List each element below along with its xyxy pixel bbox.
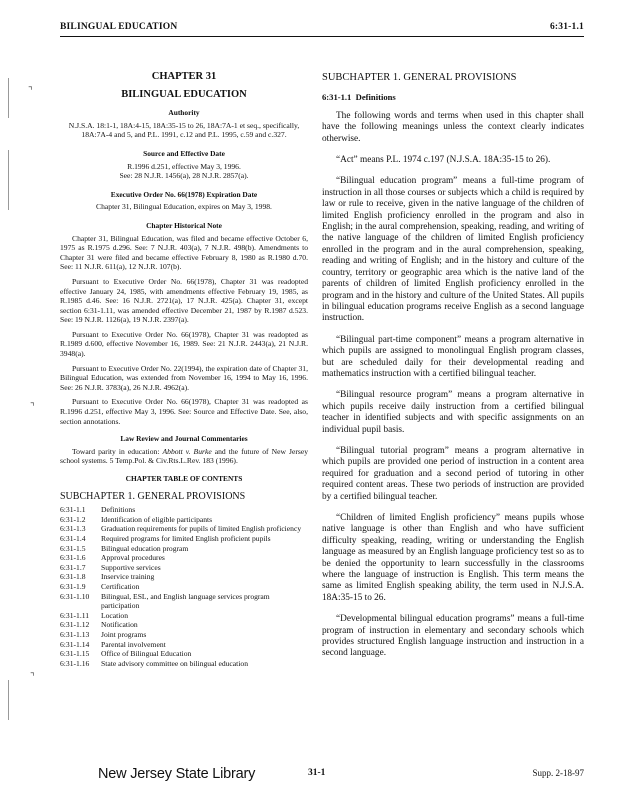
margin-scan-line	[8, 150, 9, 210]
definition-paragraph: “Children of limited English proficiency” means pupils whose native language is other than English and who have sufficient difficulty speaking, reading, writing or understanding the English language as measured by an English language proficiency test so as to be denied the opportunity to learn successfully in the classrooms where the language of instruction is English. This term means the same as limited English speaking ability, the term used in N.J.S.A. 18A:35-15 to 26.	[322, 513, 584, 603]
library-stamp: New Jersey State Library	[98, 766, 256, 782]
definition-paragraph: “Bilingual part-time component” means a program alternative in which pupils are assigned to monolingual English program classes, but are scheduled daily for their developmental reading and mathematics instruction with a certified bilingual teacher.	[322, 334, 584, 379]
toc-row	[60, 592, 308, 611]
toc-section-title: Identification of eligible participants	[101, 514, 213, 524]
toc-row	[60, 582, 308, 592]
toc-row	[60, 515, 308, 525]
history-paragraph: Pursuant to Executive Order No. 66(1978), Chapter 31 was readopted as R.1996 d.251, effective May 3, 1996. See: Source and Effective Date. See, also, section annotations.	[60, 397, 308, 426]
right-column	[322, 72, 584, 670]
toc-section-number: 6:31-1.3	[60, 524, 86, 534]
left-column	[60, 72, 308, 668]
supplement-date: Supp. 2-18-97	[532, 768, 584, 778]
toc-section-number: 6:31-1.9	[60, 581, 86, 591]
toc-row	[60, 534, 308, 544]
toc-section-number: 6:31-1.13	[60, 629, 90, 639]
exec-order-heading: Executive Order No. 66(1978) Expiration Date	[110, 189, 258, 199]
toc-section-title: Supportive services	[101, 562, 161, 572]
margin-mark-icon: ⌝	[30, 672, 35, 683]
header-title: BILINGUAL EDUCATION	[60, 22, 178, 32]
margin-mark-icon: ⌝	[28, 86, 33, 97]
page-number: 31-1	[308, 768, 326, 778]
history-heading: Chapter Historical Note	[146, 220, 222, 230]
section-number: 6:31-1.1	[322, 92, 352, 103]
chapter-name: BILINGUAL EDUCATION	[121, 88, 247, 100]
authority-heading: Authority	[168, 108, 200, 118]
toc-row	[60, 524, 308, 534]
history-paragraph: Pursuant to Executive Order No. 66(1978), Chapter 31 was readopted effective January 24, 1985, with amendments effective February 19, 1985, as R.1985 d.46. See: 16 N.J.R. 2721(a), 17 N.J.R. 425(a). Chapter 31, except section 6:31-1.11, was amended effective December 21, 1987 by R.1987 d.523. See: 19 N.J.R. 1126(a), 19 N.J.R. 2397(a).	[60, 276, 308, 325]
toc-section-number: 6:31-1.5	[60, 543, 86, 553]
law-review-text: Toward parity in education: Abbott v. Burke and the future of New Jersey school systems. 5 Temp.Pol. & Civ.Rts.L.Rev. 183 (1996).	[60, 446, 308, 466]
definition-paragraph: “Developmental bilingual education programs” means a full-time program of instruction in elementary and secondary schools which provides structured English language instruction and instruction in a second language.	[322, 614, 584, 659]
toc-row	[60, 563, 308, 573]
definition-paragraph: “Act” means P.L. 1974 c.197 (N.J.S.A. 18A:35-15 to 26).	[336, 155, 551, 166]
authority-text: N.J.S.A. 18:1-1, 18A:4-15, 18A:35-15 to 26, 18A:7A-1 et seq., specifically, 18A:7A-4 and 5, and P.L. 1991, c.12 and P.L. 1995, c.59 and c.327.	[68, 120, 300, 140]
definition-paragraph: The following words and terms when used in this chapter shall have the following meanings unless the context clearly indicates otherwise.	[322, 110, 584, 144]
toc-section-number: 6:31-1.1	[60, 505, 86, 515]
toc-row	[60, 553, 308, 563]
toc-section-title: Location	[101, 610, 128, 620]
case-name: Abbott v. Burke	[162, 446, 212, 456]
history-paragraph: Pursuant to Executive Order No. 22(1994), the expiration date of Chapter 31, Bilingual Education, was extended from November 16, 1994 to May 16, 1996. See: 26 N.J.R. 3783(a), 26 N.J.R. 4962(a).	[60, 363, 308, 392]
toc-section-title: Approval procedures	[101, 553, 165, 563]
toc-row	[60, 659, 308, 669]
toc-section-number: 6:31-1.15	[60, 649, 90, 659]
toc-section-title: Required programs for limited English proficient pupils	[101, 533, 271, 543]
toc-section-title: State advisory committee on bilingual education	[101, 658, 248, 668]
toc-section-number: 6:31-1.8	[60, 572, 86, 582]
toc-section-number: 6:31-1.11	[60, 610, 90, 620]
toc-section-title: Inservice training	[101, 572, 155, 582]
toc-row	[60, 572, 308, 582]
toc-section-number: 6:31-1.7	[60, 562, 86, 572]
law-review-heading: Law Review and Journal Commentaries	[120, 434, 248, 444]
definition-paragraph: “Bilingual tutorial program” means a program alternative in which pupils are provided one period of instruction in a content area required for graduation and a second period of tutoring in other required content areas. These two periods of instruction are provided by a certified bilingual teacher.	[322, 445, 584, 502]
source-line: See: 28 N.J.R. 1456(a), 28 N.J.R. 2857(a).	[119, 171, 249, 181]
toc-section-title: Certification	[101, 581, 140, 591]
toc-section-number: 6:31-1.2	[60, 514, 86, 524]
toc-section-title: Notification	[101, 620, 138, 630]
toc-section-number: 6:31-1.4	[60, 533, 86, 543]
margin-scan-line	[8, 78, 9, 118]
section-name: Definitions	[355, 92, 396, 103]
definition-paragraph: “Bilingual education program” means a full-time program of instruction in all those courses or subjects which a child is required by law or rule to receive, given in the native language of the children of limited English proficiency enrolled in the program and also in English; in the aural comprehension, speaking, reading, and writing of the native language of the children of limited English proficiency enrolled in the program and in the aural comprehension, speaking, reading and writing of English; and in the history and culture of the country, territory or geographic area which is the native land of the parents of children of limited English proficiency enrolled in the program and in the history and culture of the United States. All pupils in bilingual education programs receive English as a second language instruction.	[322, 176, 584, 324]
toc-row	[60, 544, 308, 554]
toc-section-number: 6:31-1.16	[60, 658, 90, 668]
toc-row	[60, 611, 308, 621]
section-heading	[322, 92, 584, 103]
toc-section-number: 6:31-1.12	[60, 620, 90, 630]
toc-subchapter: SUBCHAPTER 1. GENERAL PROVISIONS	[60, 490, 246, 502]
toc-row	[60, 649, 308, 659]
history-paragraph: Chapter 31, Bilingual Education, was filed and became effective October 6, 1975 as R.1975 d.296. See: 7 N.J.R. 403(a), 7 N.J.R. 498(b). Amendments to Chapter 31 were filed and became effective February 8, 1980 as R.1980 d.70. See: 11 N.J.R. 611(a), 12 N.J.R. 107(b).	[60, 233, 308, 272]
definition-paragraph: “Bilingual resource program” means a program alternative in which pupils receive daily instruction from a certified bilingual teacher in identified subjects and with specific assignments on an individual pupil basis.	[322, 390, 584, 435]
subchapter-heading: SUBCHAPTER 1. GENERAL PROVISIONS	[322, 72, 517, 83]
toc-section-title: Bilingual education program	[101, 543, 189, 553]
toc-section-number: 6:31-1.14	[60, 639, 90, 649]
margin-scan-line	[8, 680, 9, 720]
toc-section-title: Parental involvement	[101, 639, 166, 649]
toc-row	[60, 640, 308, 650]
toc-section-title: Graduation requirements for pupils of limited English proficiency	[101, 524, 302, 534]
toc-heading: CHAPTER TABLE OF CONTENTS	[125, 474, 243, 483]
toc-section-title: Joint programs	[101, 629, 147, 639]
header-section-number: 6:31-1.1	[549, 22, 584, 32]
toc-section-title: Bilingual, ESL, and English language services program participation	[101, 591, 270, 611]
toc-section-number: 6:31-1.10	[60, 591, 90, 601]
source-line: R.1996 d.251, effective May 3, 1996.	[127, 161, 241, 171]
source-heading: Source and Effective Date	[143, 148, 225, 158]
chapter-number: CHAPTER 31	[151, 71, 217, 82]
margin-mark-icon: ⌝	[30, 402, 35, 413]
toc-section-title: Office of Bilingual Education	[101, 649, 192, 659]
history-paragraph: Pursuant to Executive Order No. 66(1978), Chapter 31 was readopted as R.1989 d.600, effective November 16, 1989. See: 21 N.J.R. 2443(a), 21 N.J.R. 3948(a).	[60, 329, 308, 359]
header-rule	[60, 36, 584, 37]
toc-row	[60, 630, 308, 640]
toc-section-title: Definitions	[101, 505, 136, 515]
toc-row	[60, 505, 308, 515]
exec-order-text: Chapter 31, Bilingual Education, expires on May 3, 1998.	[96, 202, 272, 212]
toc-row	[60, 620, 308, 630]
toc-section-number: 6:31-1.6	[60, 553, 86, 563]
